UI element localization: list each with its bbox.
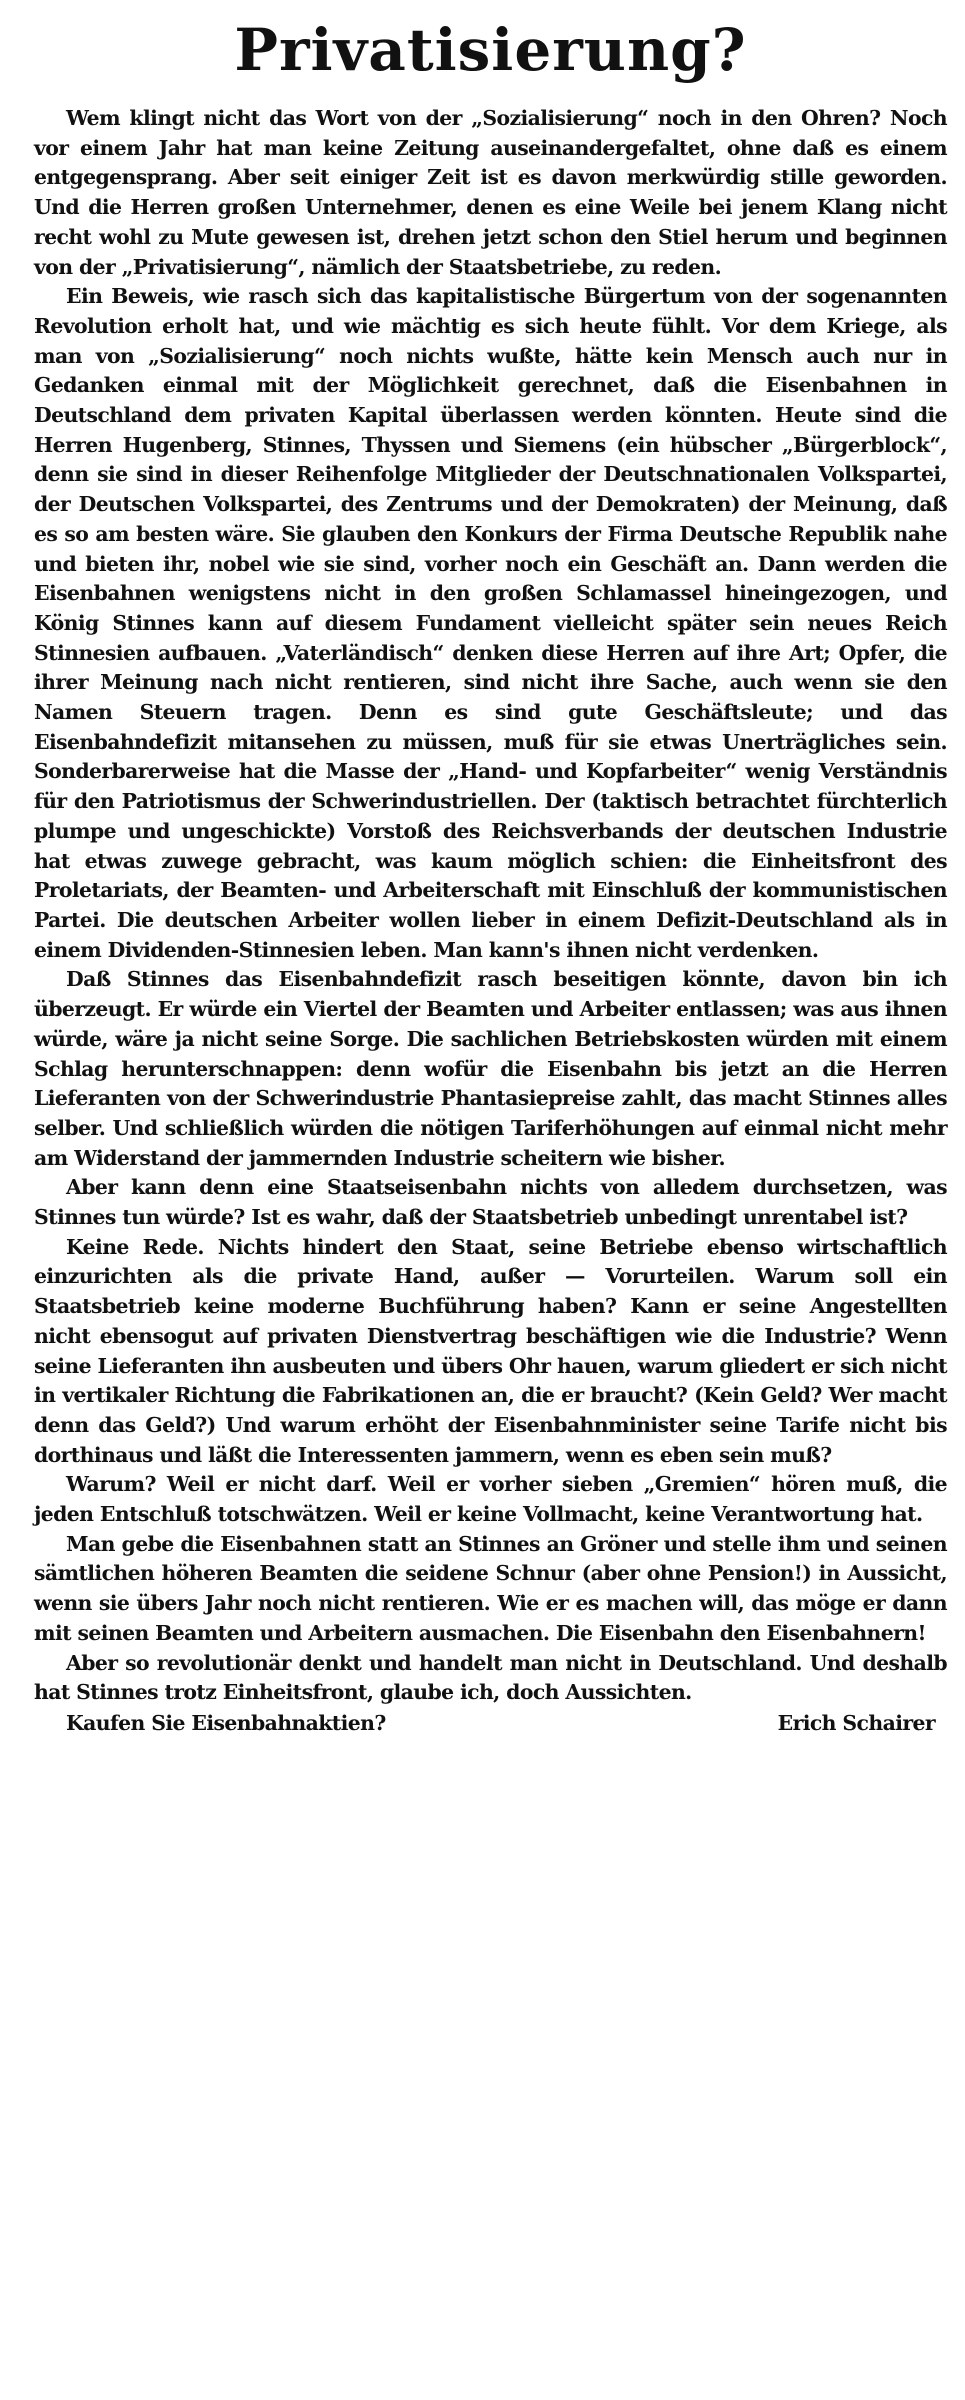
closing-question: Kaufen Sie Eisenbahnaktien? [66,1710,386,1735]
paragraph-6: Warum? Weil er nicht darf. Weil er vorher sieben „Gremien“ hören muß, die jeden Entschluß totschwätzen. Weil er keine Vollmacht, keine Verantwortung hat. [34,1472,947,1527]
paragraph-7: Man gebe die Eisenbahnen statt an Stinnes an Gröner und stelle ihm und seinen sämtlichen höheren Beamten die seidene Schnur (aber ohne Pension!) in Aussicht, wenn sie übers Jahr noch nicht rentieren. Wie er es machen will, das möge er dann mit seinen Beamten und Arbeitern ausmachen. Die Eisenbahn den Eisenbahnern! [34,1531,947,1645]
paragraph-1: Wem klingt nicht das Wort von der „Sozialisierung“ noch in den Ohren? Noch vor einem Jahr hat man keine Zeitung auseinandergefaltet, ohne daß es einem entgegensprang. Aber seit einiger Zeit ist es davon merkwürdig stille geworden. Und die Herren großen Unternehmer, denen es eine Weile bei jenem Klang nicht recht wohl zu Mute gewesen ist, drehen jetzt schon den Stiel herum und beginnen von der „Privatisierung“, nämlich der Staatsbetriebe, zu reden. [34,106,947,279]
author-signature: Erich Schairer [777,1710,935,1735]
headline: Privatisierung? [234,16,747,84]
sign-off-line [34,1708,947,1738]
paragraph-8: Aber so revolutionär denkt und handelt man nicht in Deutschland. Und deshalb hat Stinnes trotz Einheitsfront, glaube ich, doch Aussichten. [34,1650,947,1705]
paragraph-4: Aber kann denn eine Staatseisenbahn nichts von alledem durchsetzen, was Stinnes tun würde? Ist es wahr, daß der Staatsbetrieb unbedingt unrentabel ist? [34,1175,947,1230]
article-body [34,104,947,1738]
paragraph-2: Ein Beweis, wie rasch sich das kapitalistische Bürgertum von der sogenannten Revolution erholt hat, und wie mächtig es sich heute fühlt. Vor dem Kriege, als man von „Sozialisierung“ noch nichts wußte, hätte kein Mensch auch nur in Gedanken einmal mit der Möglichkeit gerechnet, daß die Eisenbahnen in Deutschland dem privaten Kapital überlassen werden könnten. Heute sind die Herren Hugenberg, Stinnes, Thyssen und Siemens (ein hübscher „Bürgerblock“, denn sie sind in dieser Reihenfolge Mitglieder der Deutschnationalen Volkspartei, der Deutschen Volkspartei, des Zentrums und der Demokraten) der Meinung, daß es so am besten wäre. Sie glauben den Konkurs der Firma Deutsche Republik nahe und bieten ihr, nobel wie sie sind, vorher noch ein Geschäft an. Dann werden die Eisenbahnen wenigstens nicht in den großen Schlamassel hineingezogen, und König Stinnes kann auf diesem Fundament vielleicht später sein neues Reich Stinnesien aufbauen. „Vaterländisch“ denken diese Herren auf ihre Art; Opfer, die ihrer Meinung nach nicht rentieren, sind nicht ihre Sache, auch wenn sie den Namen Steuern tragen. Denn es sind gute Geschäftsleute; und das Eisenbahndefizit mitansehen zu müssen, muß für sie etwas Unerträgliches sein. Sonderbarerweise hat die Masse der „Hand- und Kopfarbeiter“ wenig Verständnis für den Patriotismus der Schwerindustriellen. Der (taktisch betrachtet fürchterlich plumpe und ungeschickte) Vorstoß des Reichsverbands der deutschen Industrie hat etwas zuwege gebracht, was kaum möglich schien: die Einheitsfront des Proletariats, der Beamten- und Arbeiterschaft mit Einschluß der kommunistischen Partei. Die deutschen Arbeiter wollen lieber in einem Defizit-Deutschland als in einem Dividenden-Stinnesien leben. Man kann's ihnen nicht verdenken. [34,284,947,962]
paragraph-5: Keine Rede. Nichts hindert den Staat, seine Betriebe ebenso wirtschaftlich einzurichten als die private Hand, außer — Vorurteilen. Warum soll ein Staatsbetrieb keine moderne Buchführung haben? Kann er seine Angestellten nicht ebensogut auf privaten Dienstvertrag beschäftigen wie die Industrie? Wenn seine Lieferanten ihn ausbeuten und übers Ohr hauen, warum gliedert er sich nicht in vertikaler Richtung die Fabrikationen an, die er braucht? (Kein Geld? Wer macht denn das Geld?) Und warum erhöht der Eisenbahnminister seine Tarife nicht bis dorthinaus und läßt die Interessenten jammern, wenn es eben sein muß? [34,1234,947,1467]
paragraph-3: Daß Stinnes das Eisenbahndefizit rasch beseitigen könnte, davon bin ich überzeugt. Er würde ein Viertel der Beamten und Arbeiter entlassen; was aus ihnen würde, wäre ja nicht seine Sorge. Die sachlichen Betriebskosten würden mit einem Schlag herunterschnappen: denn wofür die Eisenbahn bis jetzt an die Herren Lieferanten von der Schwerindustrie Phantasiepreise zahlt, das macht Stinnes alles selber. Und schließlich würden die nötigen Tariferhöhungen auf einmal nicht mehr am Widerstand der jammernden Industrie scheitern wie bisher. [34,967,947,1170]
